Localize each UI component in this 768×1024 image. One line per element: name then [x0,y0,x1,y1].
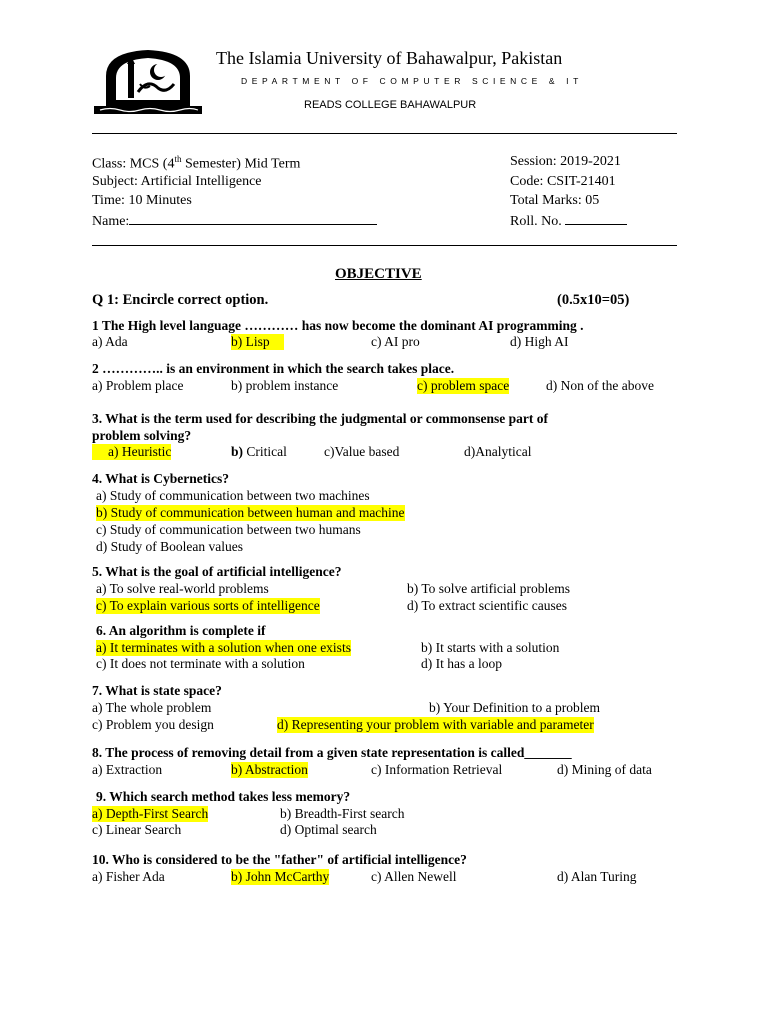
time-info: Time: 10 Minutes [92,193,192,208]
q4-option-c[interactable]: c) Study of communication between two humans [96,522,361,537]
q9-option-d[interactable]: d) Optimal search [280,822,377,837]
question-4: 4. What is Cybernetics? [92,471,229,486]
question-3-line-2: problem solving? [92,428,192,443]
q8-option-a[interactable]: a) Extraction [92,762,163,777]
code-info: Code: CSIT-21401 [510,174,616,189]
university-title: The Islamia University of Bahawalpur, Pakistan [216,48,563,68]
q9-option-c[interactable]: c) Linear Search [92,822,182,837]
department-title: DEPARTMENT OF COMPUTER SCIENCE & IT [241,76,583,86]
q8-option-d[interactable]: d) Mining of data [557,762,652,777]
roll-field[interactable]: Roll. No. [510,212,627,230]
q7-option-a[interactable]: a) The whole problem [92,700,212,715]
q7-option-c[interactable]: c) Problem you design [92,717,214,732]
q6-option-b[interactable]: b) It starts with a solution [421,640,560,655]
q2-option-d[interactable]: d) Non of the above [546,378,654,393]
q1-option-a[interactable]: a) Ada [92,334,128,349]
question-3-line-1: 3. What is the term used for describing the judgmental or commonsense part of [92,411,548,426]
q4-option-b[interactable]: b) Study of communication between human and machine [96,505,405,520]
question-5: 5. What is the goal of artificial intelligence? [92,564,342,579]
q9-option-b[interactable]: b) Breadth-First search [280,806,405,821]
q2-option-b[interactable]: b) problem instance [231,378,339,393]
q8-option-c[interactable]: c) Information Retrieval [371,762,503,777]
name-field[interactable]: Name: [92,212,377,230]
q5-option-c[interactable]: c) To explain various sorts of intelligence [96,598,320,613]
q7-option-d[interactable]: d) Representing your problem with variable and parameter [277,717,594,732]
marks-info: Total Marks: 05 [510,193,600,208]
q8-option-b[interactable]: b) Abstraction [231,762,308,777]
q7-option-b[interactable]: b) Your Definition to a problem [429,700,600,715]
q6-option-d[interactable]: d) It has a loop [421,656,502,671]
q3-option-d[interactable]: d)Analytical [464,444,532,459]
class-info: Class: MCS (4th Semester) Mid Term [92,154,301,172]
question-9: 9. Which search method takes less memory? [96,789,351,804]
q3-option-b[interactable]: b) Critical [231,444,287,459]
college-name: READS COLLEGE BAHAWALPUR [304,99,477,111]
info-divider [92,245,677,246]
q10-option-d[interactable]: d) Alan Turing [557,869,637,884]
q6-option-a[interactable]: a) It terminates with a solution when one exists [96,640,351,655]
question-8: 8. The process of removing detail from a given state representation is called_______ [92,745,572,760]
question-header: Q 1: Encircle correct option. [92,292,269,308]
session-info: Session: 2019-2021 [510,154,621,169]
q4-option-d[interactable]: d) Study of Boolean values [96,539,243,554]
q5-option-b[interactable]: b) To solve artificial problems [407,581,571,596]
q6-option-c[interactable]: c) It does not terminate with a solution [96,656,305,671]
q5-option-d[interactable]: d) To extract scientific causes [407,598,567,613]
question-marks: (0.5x10=05) [557,292,630,308]
question-2: 2 ………….. is an environment in which the search takes place. [92,361,455,376]
q1-option-d[interactable]: d) High AI [510,334,569,349]
header-divider [92,133,677,134]
university-logo [94,48,202,114]
question-1: 1 The High level language ………… has now become the dominant AI programming . [92,318,584,333]
q2-option-c[interactable]: c) problem space [417,378,510,393]
q10-option-a[interactable]: a) Fisher Ada [92,869,165,884]
q10-option-b[interactable]: b) John McCarthy [231,869,330,884]
question-6: 6. An algorithm is complete if [96,623,266,638]
subject-info: Subject: Artificial Intelligence [92,174,262,189]
question-10: 10. Who is considered to be the "father" of artificial intelligence? [92,852,467,867]
q1-option-c[interactable]: c) AI pro [371,334,420,349]
q5-option-a[interactable]: a) To solve real-world problems [96,581,269,596]
q4-option-a[interactable]: a) Study of communication between two machines [96,488,370,503]
section-title: OBJECTIVE [335,266,422,282]
q3-option-c[interactable]: c)Value based [324,444,400,459]
question-7: 7. What is state space? [92,683,222,698]
q1-option-b[interactable]: b) Lisp [231,334,284,350]
q10-option-c[interactable]: c) Allen Newell [371,869,457,884]
q2-option-a[interactable]: a) Problem place [92,378,184,393]
q3-option-a[interactable]: a) Heuristic [92,444,171,460]
q9-option-a[interactable]: a) Depth-First Search [92,806,209,821]
